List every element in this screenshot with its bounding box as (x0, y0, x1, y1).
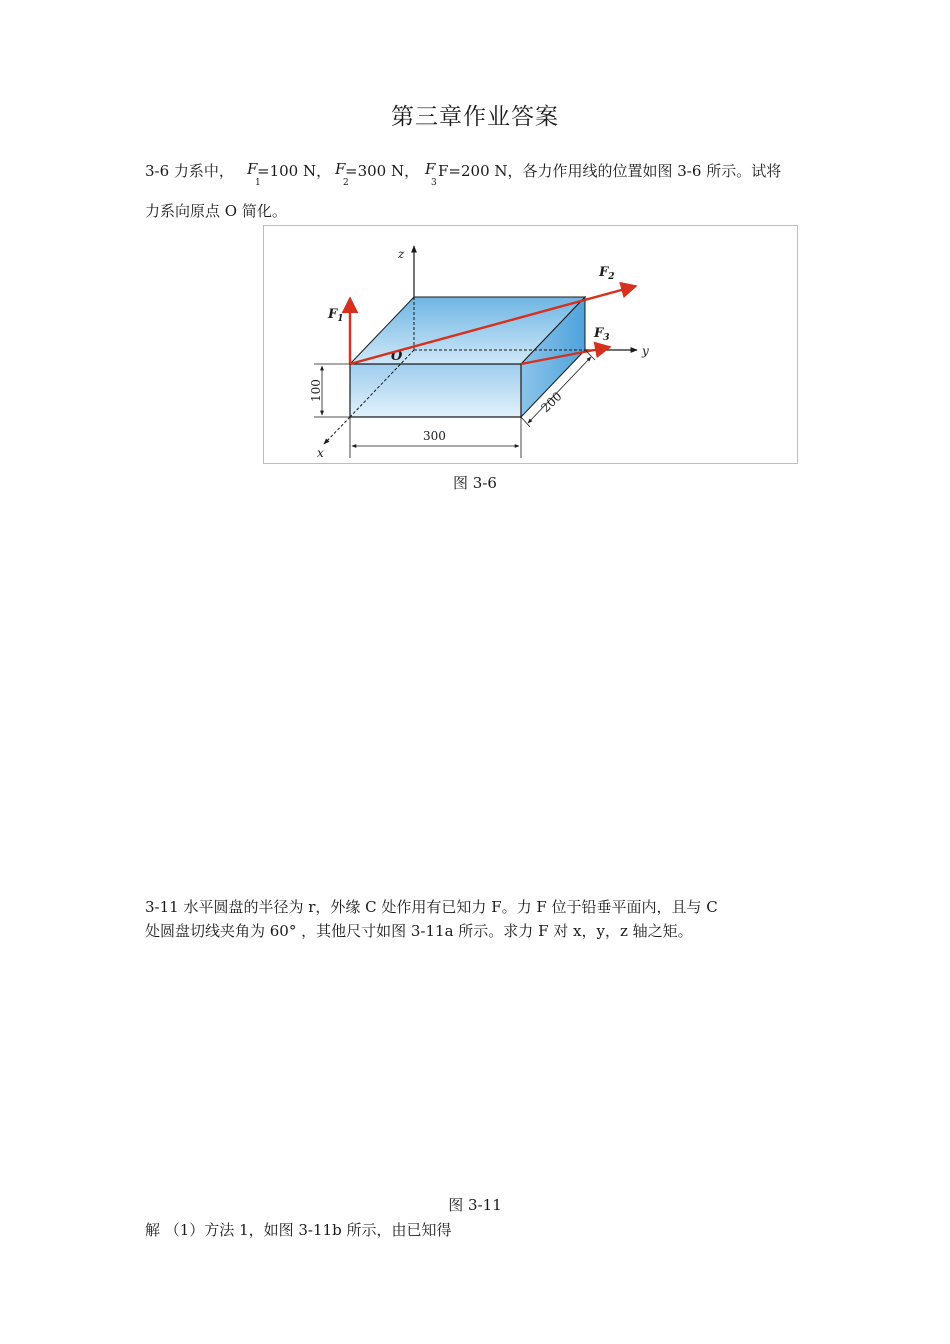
page-title: 第三章作业答案 (391, 104, 559, 130)
f1-symbol: F (247, 160, 258, 178)
f1-label: $F_1$ (328, 307, 344, 324)
f2-label: $F_2$ (599, 265, 615, 282)
f2-subscript: 2 (343, 178, 349, 188)
origin-label: O (391, 349, 403, 364)
dimension-300-label: 300 (423, 429, 446, 443)
f3-subscript: 3 (431, 178, 437, 188)
f2-symbol: F (335, 160, 346, 178)
f2-value: =300 N， (345, 162, 420, 180)
f1-value: =100 N， (257, 162, 332, 180)
problem-3-6-line-2: 力系向原点 O 简化。 (145, 202, 287, 220)
problem-3-6-line-1 (145, 160, 825, 186)
figure-3-6-caption: 图 3-6 (453, 474, 497, 492)
f3-symbol: F (425, 160, 436, 178)
figure-3-6 (263, 225, 798, 464)
dimension-300 (350, 417, 521, 458)
z-axis-label: z (398, 247, 405, 261)
dimension-100 (309, 364, 350, 417)
x-axis-label: x (317, 446, 324, 460)
f1-subscript: 1 (255, 178, 261, 188)
solution-line-1: 解 （1）方法 1，如图 3-11b 所示，由已知得 (145, 1221, 452, 1239)
problem-3-6-intro: 3-6 力系中， (145, 162, 234, 180)
f3-value: F=200 N，各力作用线的位置如图 3-6 所示。试将 (438, 162, 782, 180)
f3-label: $F_3$ (594, 326, 610, 343)
x-axis (324, 417, 350, 444)
y-axis-label: y (642, 344, 649, 358)
problem-3-11-line-2: 处圆盘切线夹角为 60° ，其他尺寸如图 3-11a 所示。求力 F 对 x，y，z 轴之矩。 (145, 922, 693, 940)
dimension-100-label: 100 (309, 379, 323, 402)
figure-3-11-caption: 图 3-11 (448, 1196, 502, 1214)
problem-3-11-line-1: 3-11 水平圆盘的半径为 r，外缘 C 处作用有已知力 F。力 F 位于铅垂平面内，且与 C (145, 898, 718, 916)
dimension-200-label: 200 (538, 389, 565, 416)
